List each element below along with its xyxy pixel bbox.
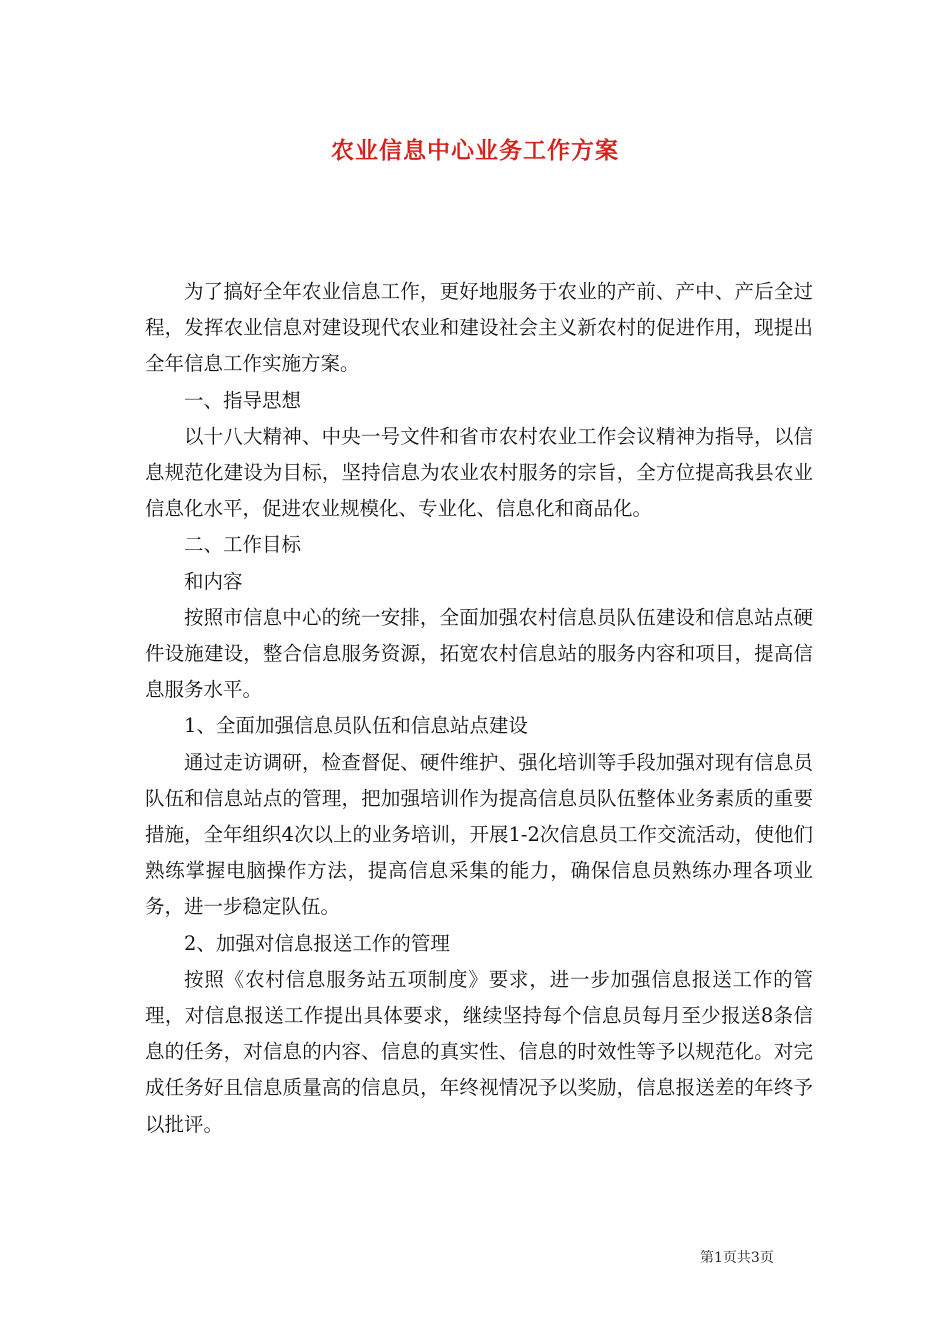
- section-heading-guiding-ideology: 一、指导思想: [184, 388, 302, 412]
- page-indicator: 第1页共3页: [700, 1250, 774, 1266]
- paragraph-intro: 为了搞好全年农业信息工作，更好地服务于农业的产前、产中、产后全过程，发挥农业信息对建设现代农业和建设社会主义新农村的促进作用，现提出全年信息工作实施方案。: [145, 280, 813, 376]
- document-body: [145, 274, 813, 1143]
- subheading-info-reporting: 2、加强对信息报送工作的管理: [184, 931, 450, 955]
- document-title: 农业信息中心业务工作方案: [331, 137, 619, 164]
- paragraph-info-reporting: 按照《农村信息服务站五项制度》要求，进一步加强信息报送工作的管理，对信息报送工作提出具体要求，继续坚持每个信息员每月至少报送8条信息的任务，对信息的内容、信息的真实性、信息的时效性等予以规范化。对完成任务好且信息质量高的信息员，年终视情况予以奖励，信息报送差的年终予以批评。: [145, 967, 813, 1136]
- subheading-team-building: 1、全面加强信息员队伍和信息站点建设: [184, 714, 528, 738]
- section-heading-work-goals-cont: 和内容: [184, 569, 243, 593]
- paragraph-guiding-ideology: 以十八大精神、中央一号文件和省市农村农业工作会议精神为指导，以信息规范化建设为目标，坚持信息为农业农村服务的宗旨，全方位提高我县农业信息化水平，促进农业规模化、专业化、信息化和商品化。: [145, 424, 813, 521]
- paragraph-work-goals: 按照市信息中心的统一安排，全面加强农村信息员队伍建设和信息站点硬件设施建设，整合信息服务资源，拓宽农村信息站的服务内容和项目，提高信息服务水平。: [145, 605, 813, 702]
- section-heading-work-goals: 二、工作目标: [184, 533, 302, 557]
- paragraph-team-building: 通过走访调研，检查督促、硬件维护、强化培训等手段加强对现有信息员队伍和信息站点的管理，把加强培训作为提高信息员队伍整体业务素质的重要措施，全年组织4次以上的业务培训，开展1-2次信息员工作交流活动，使他们熟练掌握电脑操作方法，提高信息采集的能力，确保信息员熟练办理各项业务，进一步稳定队伍。: [145, 750, 813, 919]
